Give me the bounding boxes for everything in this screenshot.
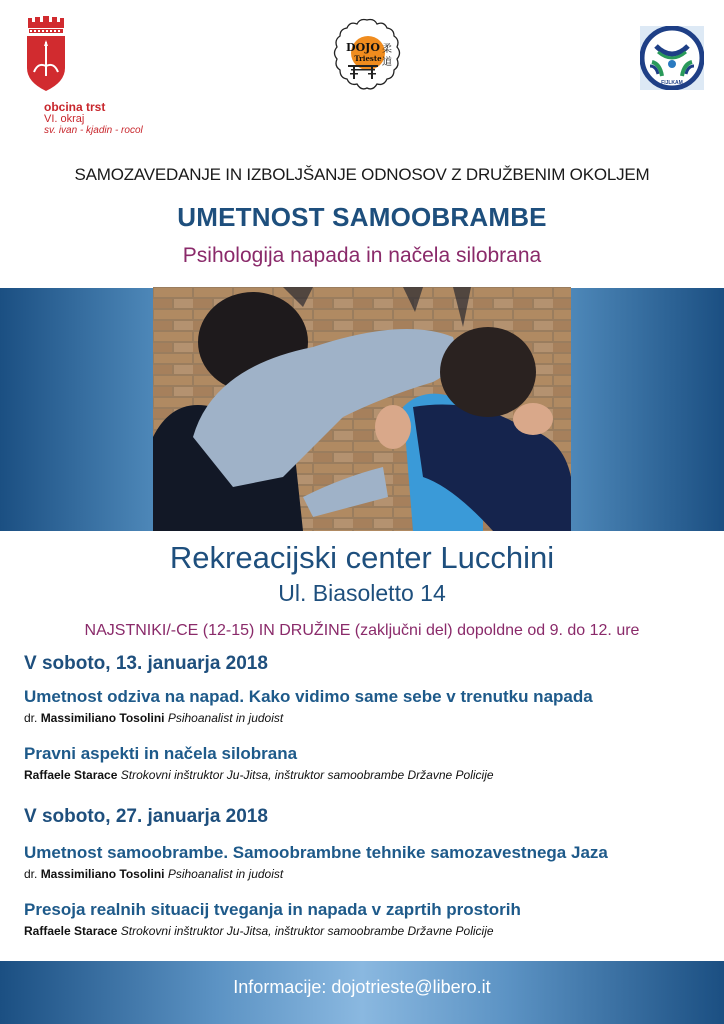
fijlkam-logo-icon — [640, 26, 704, 90]
venue-address: Ul. Biasoletto 14 — [278, 580, 446, 606]
crest-line-2: VI. okraj — [44, 113, 85, 125]
kanji-top: 柔 — [382, 44, 392, 55]
kanji-bottom: 道 — [382, 57, 392, 68]
speaker-role: Strokovni inštruktor Ju-Jitsa, inštruktor samoobrambe Državne Policije — [120, 768, 494, 782]
speaker-name: Raffaele Starace — [24, 924, 118, 938]
dojo-text: DOJO — [346, 41, 380, 54]
dojo-trieste-logo-icon — [330, 17, 404, 93]
speaker-role: Psihoanalist in judoist — [167, 711, 284, 725]
trieste-text: Trieste — [354, 54, 382, 63]
bullying-photo — [153, 287, 571, 531]
speaker-role: Psihoanalist in judoist — [167, 867, 284, 881]
photo-illustration — [153, 287, 571, 531]
talk-speaker — [24, 711, 283, 725]
crest-line-3: sv. ivan - kjadin - rocol — [44, 125, 143, 136]
talk-title: Umetnost samoobrambe. Samoobrambne tehnike samozavestnega Jaza — [24, 843, 608, 862]
crest-caption — [44, 101, 143, 137]
session-date: V soboto, 13. januarja 2018 — [24, 653, 268, 674]
talk-speaker — [24, 924, 494, 938]
speaker-prefix: dr. — [24, 711, 38, 725]
talk-title: Presoja realnih situacij tveganja in napada v zaprtih prostorih — [24, 900, 521, 919]
venue-name: Rekreacijski center Lucchini — [169, 540, 555, 575]
audience-info: NAJSTNIKI/-CE (12-15) IN DRUŽINE (zaključni del) dopoldne od 9. do 12. ure — [84, 622, 640, 639]
speaker-prefix: dr. — [24, 867, 38, 881]
talk-title: Pravni aspekti in načela silobrana — [24, 744, 298, 763]
speaker-name: Raffaele Starace — [24, 768, 118, 782]
talk-speaker — [24, 867, 283, 881]
obcina-trst-crest-icon — [26, 16, 66, 92]
talk-title: Umetnost odziva na napad. Kako vidimo same sebe v trenutku napada — [24, 687, 593, 706]
fijlkam-text: FIJLKAM — [661, 80, 683, 86]
footer-band — [0, 961, 724, 1024]
contact-info[interactable]: Informacije: dojotrieste@libero.it — [233, 977, 491, 997]
speaker-name: Massimiliano Tosolini — [40, 867, 165, 881]
page-subtitle: Psihologija napada in načela silobrana — [182, 244, 542, 267]
crest-line-1: obcina trst — [44, 100, 106, 114]
page-title: UMETNOST SAMOOBRAMBE — [177, 202, 547, 232]
event-tagline: SAMOZAVEDANJE IN IZBOLJŠANJE ODNOSOV Z DRUŽBENIM OKOLJEM — [74, 165, 650, 184]
session-date: V soboto, 27. januarja 2018 — [24, 806, 268, 827]
speaker-name: Massimiliano Tosolini — [40, 711, 165, 725]
talk-speaker — [24, 768, 494, 782]
speaker-role: Strokovni inštruktor Ju-Jitsa, inštruktor samoobrambe Državne Policije — [120, 924, 494, 938]
